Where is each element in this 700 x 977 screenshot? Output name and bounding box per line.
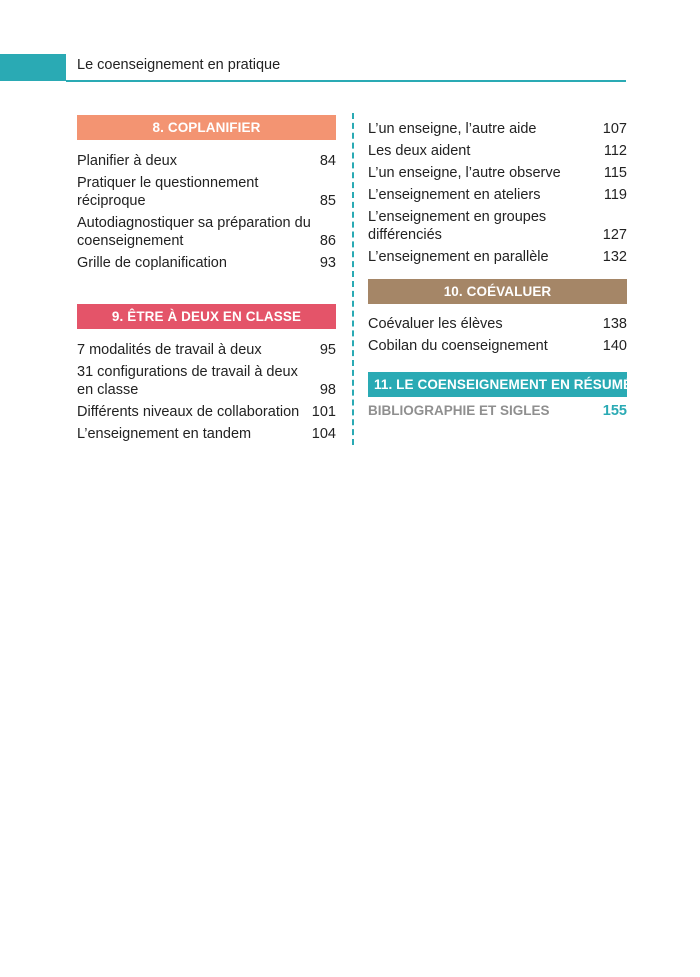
toc-entry[interactable] <box>77 403 336 421</box>
toc-entry-label: L’enseignement en parallèle <box>368 249 549 265</box>
toc-entry-page: 101 <box>311 404 336 420</box>
toc-entry[interactable] <box>77 254 336 272</box>
toc-entry-label: L’un enseigne, l’autre observe <box>368 165 561 181</box>
section-heading-coplanifier[interactable]: 8. COPLANIFIER <box>77 115 336 140</box>
toc-entry[interactable] <box>77 341 336 359</box>
toc-entry-page: 86 <box>319 233 336 249</box>
toc-entry[interactable] <box>368 142 627 160</box>
running-header-title: Le coenseignement en pratique <box>77 57 281 73</box>
toc-entry-page: 95 <box>319 342 336 358</box>
toc-entry[interactable] <box>368 120 627 138</box>
toc-entry[interactable] <box>368 186 627 204</box>
header-accent-tab <box>0 54 66 81</box>
header-rule <box>66 80 626 82</box>
toc-entry[interactable] <box>368 164 627 182</box>
toc-entry-page: 127 <box>602 227 627 243</box>
toc-entry[interactable] <box>368 337 627 355</box>
toc-entry-page: 119 <box>603 187 627 203</box>
section-heading-coevaluer[interactable]: 10. COÉVALUER <box>368 279 627 304</box>
toc-entry-page: 84 <box>319 153 336 169</box>
toc-right-column <box>368 115 633 419</box>
bibliography-page: 155 <box>602 403 627 419</box>
bibliography-label: BIBLIOGRAPHIE ET SIGLES <box>368 403 550 418</box>
section-heading-resume[interactable]: 11. LE COENSEIGNEMENT EN RÉSUMÉ <box>368 372 627 397</box>
toc-entry-page: 112 <box>603 143 627 159</box>
toc-entry[interactable] <box>77 214 336 250</box>
toc-entry-label: L’enseignement en groupes différenciés <box>368 209 547 243</box>
toc-entry[interactable] <box>77 174 336 210</box>
column-divider <box>352 113 354 445</box>
section-heading-etre-a-deux[interactable]: 9. ÊTRE À DEUX EN CLASSE <box>77 304 336 329</box>
toc-entry-label: Différents niveaux de collaboration <box>77 404 300 420</box>
toc-left-column <box>77 115 336 443</box>
bibliography-entry[interactable] <box>368 403 627 419</box>
toc-entry-page: 85 <box>319 193 336 209</box>
toc-entry-label: Grille de coplanification <box>77 255 227 271</box>
toc-entry-page: 104 <box>311 426 336 442</box>
toc-entry-label: L’un enseigne, l’autre aide <box>368 121 537 137</box>
toc-entry-page: 98 <box>319 382 336 398</box>
toc-entry[interactable] <box>77 425 336 443</box>
toc-entry-label: Pratiquer le questionnement réciproque <box>77 175 259 209</box>
toc-entry-page: 132 <box>602 249 627 265</box>
toc-entry-page: 107 <box>602 121 627 137</box>
toc-entry-label: Autodiagnostiquer sa préparation du coenseignement <box>77 215 311 249</box>
toc-entry-page: 115 <box>603 165 627 181</box>
toc-entry-label: 7 modalités de travail à deux <box>77 342 262 358</box>
toc-entry[interactable] <box>77 152 336 170</box>
toc-entry[interactable] <box>77 363 336 399</box>
toc-entry-label: L’enseignement en tandem <box>77 426 252 442</box>
toc-entry-label: L’enseignement en ateliers <box>368 187 541 203</box>
toc-entry[interactable] <box>368 248 627 266</box>
toc-entry[interactable] <box>368 208 627 244</box>
toc-entry-page: 93 <box>319 255 336 271</box>
toc-entry-label: 31 configurations de travail à deux en classe <box>77 364 298 398</box>
toc-entry-page: 140 <box>602 338 627 354</box>
toc-entry-label: Les deux aident <box>368 143 471 159</box>
toc-entry-label: Cobilan du coenseignement <box>368 338 548 354</box>
toc-entry-page: 138 <box>602 316 627 332</box>
toc-entry-label: Coévaluer les élèves <box>368 316 503 332</box>
toc-entry[interactable] <box>368 315 627 333</box>
toc-entry-label: Planifier à deux <box>77 153 177 169</box>
